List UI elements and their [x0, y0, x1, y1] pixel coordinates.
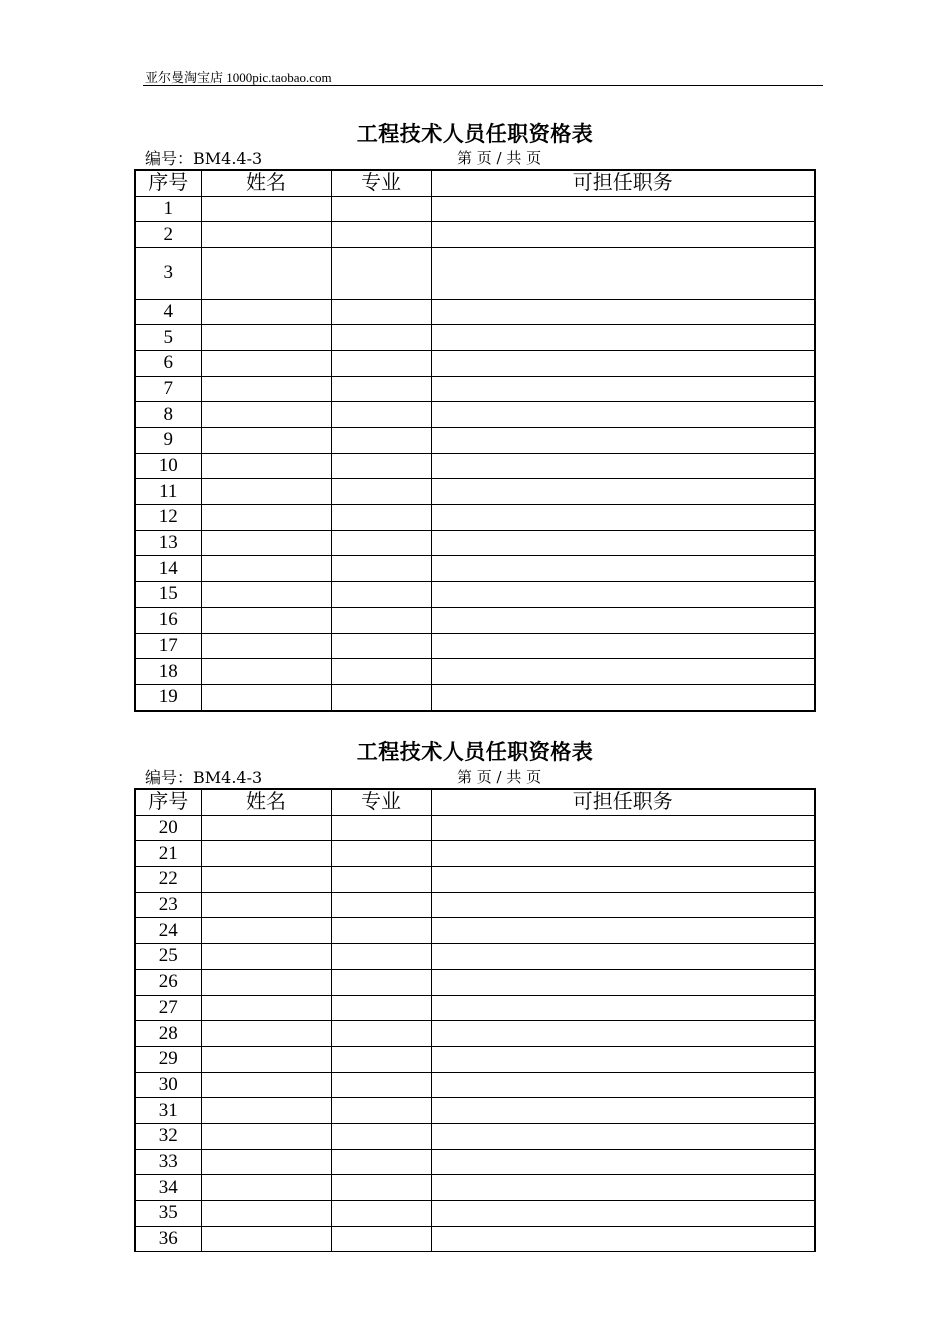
specialty-cell[interactable]	[331, 995, 431, 1021]
name-cell[interactable]	[201, 684, 331, 710]
specialty-cell[interactable]	[331, 944, 431, 970]
specialty-cell[interactable]	[331, 867, 431, 893]
row-index-cell: 14	[135, 556, 201, 582]
specialty-cell[interactable]	[331, 1123, 431, 1149]
table-row	[135, 1175, 815, 1201]
specialty-cell[interactable]	[331, 299, 431, 325]
row-index-cell: 27	[135, 995, 201, 1021]
name-cell[interactable]	[201, 607, 331, 633]
table-row	[135, 918, 815, 944]
name-cell[interactable]	[201, 815, 331, 841]
position-cell[interactable]	[431, 892, 815, 918]
qualification-table	[134, 788, 816, 1252]
row-index-cell: 4	[135, 299, 201, 325]
position-cell[interactable]	[431, 402, 815, 428]
table-row	[135, 196, 815, 222]
table-row	[135, 995, 815, 1021]
row-index-cell: 11	[135, 479, 201, 505]
name-cell[interactable]	[201, 453, 331, 479]
specialty-cell[interactable]	[331, 1072, 431, 1098]
name-cell[interactable]	[201, 659, 331, 685]
name-cell[interactable]	[201, 222, 331, 248]
position-cell[interactable]	[431, 453, 815, 479]
position-cell[interactable]	[431, 867, 815, 893]
table-row	[135, 944, 815, 970]
name-cell[interactable]	[201, 402, 331, 428]
column-header-specialty: 专业	[331, 789, 431, 815]
specialty-cell[interactable]	[331, 918, 431, 944]
position-cell[interactable]	[431, 684, 815, 710]
table-row	[135, 453, 815, 479]
table-row	[135, 1072, 815, 1098]
header-divider	[143, 85, 823, 86]
row-index-cell: 36	[135, 1226, 201, 1252]
table-row	[135, 350, 815, 376]
table-row	[135, 815, 815, 841]
table-row	[135, 505, 815, 531]
table-row	[135, 1021, 815, 1047]
table-row	[135, 659, 815, 685]
name-cell[interactable]	[201, 325, 331, 351]
row-index-cell: 21	[135, 841, 201, 867]
row-index-cell: 18	[135, 659, 201, 685]
name-cell[interactable]	[201, 505, 331, 531]
column-header-index: 序号	[135, 789, 201, 815]
specialty-cell[interactable]	[331, 248, 431, 300]
table-row	[135, 867, 815, 893]
specialty-cell[interactable]	[331, 1175, 431, 1201]
name-cell[interactable]	[201, 1046, 331, 1072]
position-cell[interactable]	[431, 995, 815, 1021]
form-title: 工程技术人员任职资格表	[356, 121, 594, 146]
name-cell[interactable]	[201, 1072, 331, 1098]
table-row	[135, 1226, 815, 1252]
specialty-cell[interactable]	[331, 402, 431, 428]
specialty-cell[interactable]	[331, 350, 431, 376]
row-index-cell: 34	[135, 1175, 201, 1201]
name-cell[interactable]	[201, 428, 331, 454]
specialty-cell[interactable]	[331, 582, 431, 608]
table-row	[135, 841, 815, 867]
name-cell[interactable]	[201, 479, 331, 505]
row-index-cell: 3	[135, 248, 201, 300]
specialty-cell[interactable]	[331, 325, 431, 351]
row-index-cell: 32	[135, 1123, 201, 1149]
row-index-cell: 1	[135, 196, 201, 222]
row-index-cell: 35	[135, 1201, 201, 1227]
name-cell[interactable]	[201, 1021, 331, 1047]
position-cell[interactable]	[431, 633, 815, 659]
column-header-index: 序号	[135, 170, 201, 196]
specialty-cell[interactable]	[331, 815, 431, 841]
position-cell[interactable]	[431, 607, 815, 633]
specialty-cell[interactable]	[331, 196, 431, 222]
table-row	[135, 479, 815, 505]
name-cell[interactable]	[201, 1123, 331, 1149]
form-code: 编号：BM4.4-3	[145, 149, 263, 168]
row-index-cell: 24	[135, 918, 201, 944]
name-cell[interactable]	[201, 196, 331, 222]
table-row	[135, 530, 815, 556]
table-row	[135, 1123, 815, 1149]
position-cell[interactable]	[431, 815, 815, 841]
table-row	[135, 299, 815, 325]
table-row	[135, 1046, 815, 1072]
specialty-cell[interactable]	[331, 1226, 431, 1252]
name-cell[interactable]	[201, 248, 331, 300]
name-cell[interactable]	[201, 530, 331, 556]
position-cell[interactable]	[431, 1175, 815, 1201]
name-cell[interactable]	[201, 350, 331, 376]
name-cell[interactable]	[201, 1201, 331, 1227]
table-header-row	[135, 170, 815, 196]
specialty-cell[interactable]	[331, 841, 431, 867]
name-cell[interactable]	[201, 892, 331, 918]
specialty-cell[interactable]	[331, 684, 431, 710]
name-cell[interactable]	[201, 582, 331, 608]
position-cell[interactable]	[431, 479, 815, 505]
position-cell[interactable]	[431, 428, 815, 454]
row-index-cell: 22	[135, 867, 201, 893]
name-cell[interactable]	[201, 633, 331, 659]
position-cell[interactable]	[431, 944, 815, 970]
specialty-cell[interactable]	[331, 428, 431, 454]
row-index-cell: 15	[135, 582, 201, 608]
column-header-specialty: 专业	[331, 170, 431, 196]
store-header: 亚尔曼淘宝店 1000pic.taobao.com	[145, 70, 332, 85]
position-cell[interactable]	[431, 659, 815, 685]
specialty-cell[interactable]	[331, 1021, 431, 1047]
position-cell[interactable]	[431, 1021, 815, 1047]
row-index-cell: 29	[135, 1046, 201, 1072]
table-row	[135, 248, 815, 300]
specialty-cell[interactable]	[331, 1149, 431, 1175]
qualification-table	[134, 169, 816, 712]
table-row	[135, 402, 815, 428]
name-cell[interactable]	[201, 944, 331, 970]
column-header-position: 可担任职务	[431, 789, 815, 815]
row-index-cell: 30	[135, 1072, 201, 1098]
position-cell[interactable]	[431, 1149, 815, 1175]
table-row	[135, 1149, 815, 1175]
page-indicator: 第 页 / 共 页	[457, 149, 542, 167]
specialty-cell[interactable]	[331, 453, 431, 479]
row-index-cell: 9	[135, 428, 201, 454]
specialty-cell[interactable]	[331, 969, 431, 995]
table-header-row	[135, 789, 815, 815]
table-row	[135, 633, 815, 659]
position-cell[interactable]	[431, 1226, 815, 1252]
row-index-cell: 20	[135, 815, 201, 841]
row-index-cell: 8	[135, 402, 201, 428]
position-cell[interactable]	[431, 505, 815, 531]
specialty-cell[interactable]	[331, 376, 431, 402]
row-index-cell: 28	[135, 1021, 201, 1047]
table-row	[135, 684, 815, 710]
specialty-cell[interactable]	[331, 892, 431, 918]
specialty-cell[interactable]	[331, 530, 431, 556]
name-cell[interactable]	[201, 1149, 331, 1175]
name-cell[interactable]	[201, 867, 331, 893]
position-cell[interactable]	[431, 350, 815, 376]
position-cell[interactable]	[431, 918, 815, 944]
table-row	[135, 969, 815, 995]
form-code: 编号：BM4.4-3	[145, 768, 263, 787]
name-cell[interactable]	[201, 1175, 331, 1201]
position-cell[interactable]	[431, 248, 815, 300]
position-cell[interactable]	[431, 325, 815, 351]
row-index-cell: 10	[135, 453, 201, 479]
table-row	[135, 607, 815, 633]
position-cell[interactable]	[431, 1072, 815, 1098]
table-row	[135, 428, 815, 454]
table-row	[135, 1098, 815, 1124]
specialty-cell[interactable]	[331, 479, 431, 505]
name-cell[interactable]	[201, 1226, 331, 1252]
specialty-cell[interactable]	[331, 1046, 431, 1072]
table-row	[135, 325, 815, 351]
position-cell[interactable]	[431, 556, 815, 582]
row-index-cell: 7	[135, 376, 201, 402]
row-index-cell: 2	[135, 222, 201, 248]
name-cell[interactable]	[201, 376, 331, 402]
name-cell[interactable]	[201, 841, 331, 867]
specialty-cell[interactable]	[331, 556, 431, 582]
row-index-cell: 31	[135, 1098, 201, 1124]
name-cell[interactable]	[201, 556, 331, 582]
specialty-cell[interactable]	[331, 505, 431, 531]
name-cell[interactable]	[201, 969, 331, 995]
position-cell[interactable]	[431, 841, 815, 867]
table-row	[135, 556, 815, 582]
row-index-cell: 33	[135, 1149, 201, 1175]
table-row	[135, 222, 815, 248]
position-cell[interactable]	[431, 376, 815, 402]
row-index-cell: 19	[135, 684, 201, 710]
name-cell[interactable]	[201, 1098, 331, 1124]
name-cell[interactable]	[201, 918, 331, 944]
position-cell[interactable]	[431, 299, 815, 325]
table-row	[135, 892, 815, 918]
row-index-cell: 13	[135, 530, 201, 556]
position-cell[interactable]	[431, 196, 815, 222]
row-index-cell: 6	[135, 350, 201, 376]
row-index-cell: 16	[135, 607, 201, 633]
position-cell[interactable]	[431, 1046, 815, 1072]
specialty-cell[interactable]	[331, 659, 431, 685]
position-cell[interactable]	[431, 530, 815, 556]
form-title: 工程技术人员任职资格表	[356, 739, 594, 764]
row-index-cell: 5	[135, 325, 201, 351]
table-row	[135, 1201, 815, 1227]
table-row	[135, 376, 815, 402]
name-cell[interactable]	[201, 299, 331, 325]
position-cell[interactable]	[431, 222, 815, 248]
position-cell[interactable]	[431, 1123, 815, 1149]
column-header-position: 可担任职务	[431, 170, 815, 196]
specialty-cell[interactable]	[331, 222, 431, 248]
page-indicator: 第 页 / 共 页	[457, 768, 542, 786]
specialty-cell[interactable]	[331, 1201, 431, 1227]
row-index-cell: 25	[135, 944, 201, 970]
row-index-cell: 23	[135, 892, 201, 918]
column-header-name: 姓名	[201, 789, 331, 815]
position-cell[interactable]	[431, 1098, 815, 1124]
position-cell[interactable]	[431, 582, 815, 608]
column-header-name: 姓名	[201, 170, 331, 196]
position-cell[interactable]	[431, 969, 815, 995]
row-index-cell: 12	[135, 505, 201, 531]
specialty-cell[interactable]	[331, 1098, 431, 1124]
row-index-cell: 17	[135, 633, 201, 659]
position-cell[interactable]	[431, 1201, 815, 1227]
specialty-cell[interactable]	[331, 607, 431, 633]
name-cell[interactable]	[201, 995, 331, 1021]
table-row	[135, 582, 815, 608]
row-index-cell: 26	[135, 969, 201, 995]
specialty-cell[interactable]	[331, 633, 431, 659]
